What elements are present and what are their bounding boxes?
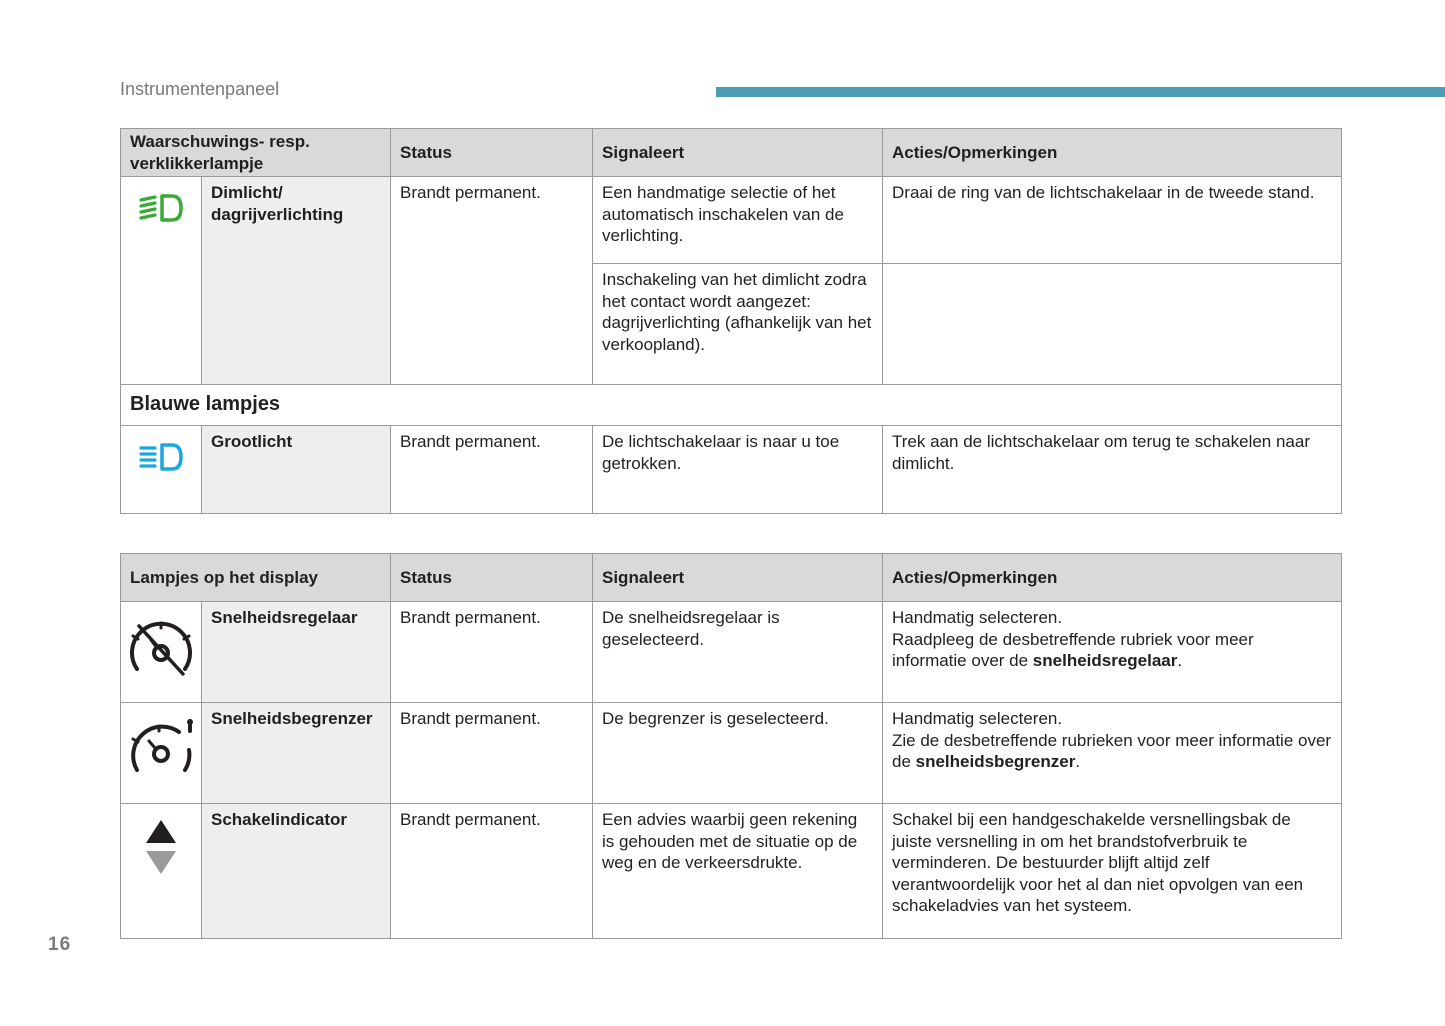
lamp-status: Brandt permanent. [391, 426, 593, 514]
action-bold-term: snelheidsbegrenzer [915, 752, 1076, 771]
header-actions: Acties/Opmerkingen [883, 554, 1342, 602]
table-row [121, 177, 1342, 264]
lamp-action [883, 602, 1342, 703]
table-row [121, 426, 1342, 514]
lamp-status: Brandt permanent. [391, 177, 593, 385]
lamp-signal: Een handmatige selectie of het automatisch inschakelen van de verlichting. [593, 177, 883, 264]
table-header-row [121, 129, 1342, 177]
page-number: 16 [48, 934, 72, 955]
lamp-action: Schakel bij een handgeschakelde versnellingsbak de juiste versnelling in om het brandstofverbruik te verminderen. De bestuurder blijft altijd zelf verantwoordelijk voor het al dan niet opvolgen van een schakeladvies van het systeem. [883, 804, 1342, 939]
action-bold-term: snelheidsregelaar [1032, 651, 1178, 670]
lamp-signal: Een advies waarbij geen rekening is gehouden met de situatie op de weg en de verkeersdrukte. [593, 804, 883, 939]
lamp-signal: De begrenzer is geselecteerd. [593, 703, 883, 804]
cruise-control-icon [127, 616, 195, 678]
table-row [121, 703, 1342, 804]
action-line: Handmatig selecteren. [892, 608, 1063, 627]
lamp-status: Brandt permanent. [391, 602, 593, 703]
gear-shift-indicator-icon [143, 818, 179, 878]
lamp-status: Brandt permanent. [391, 703, 593, 804]
display-lamps-table [120, 553, 1342, 939]
lamp-action: Draai de ring van de lichtschakelaar in de tweede stand. [883, 177, 1342, 264]
dipped-beam-icon [137, 191, 185, 225]
action-line: Handmatig selecteren. [892, 709, 1063, 728]
header-status: Status [391, 129, 593, 177]
header-status: Status [391, 554, 593, 602]
lamp-signal: Inschakeling van het dimlicht zodra het contact wordt aangezet: dagrijverlichting (afhankelijk van het verkoopland). [593, 264, 883, 385]
group-row [121, 385, 1342, 426]
header-lamp: Waarschuwings- resp. verklikkerlampje [121, 129, 391, 177]
speed-limiter-icon [127, 717, 195, 779]
lamp-name: Schakelindicator [202, 804, 391, 939]
lamp-action: Trek aan de lichtschakelaar om terug te schakelen naar dimlicht. [883, 426, 1342, 514]
lamp-icon-cell [121, 177, 202, 385]
action-end: . [1075, 752, 1081, 771]
lamp-icon-cell [121, 602, 202, 703]
action-line: Zie de desbetreffende rubrieken voor meer informatie over de [892, 730, 1332, 771]
lamp-name: Dimlicht/ dagrijverlichting [202, 177, 391, 385]
table-row [121, 602, 1342, 703]
header-signal: Signaleert [593, 554, 883, 602]
main-beam-icon [137, 440, 185, 474]
lamp-name: Snelheidsbegrenzer [202, 703, 391, 804]
table-header-row [121, 554, 1342, 602]
warning-lamps-table [120, 128, 1342, 514]
lamp-name: Snelheidsregelaar [202, 602, 391, 703]
lamp-signal: De snelheidsregelaar is geselecteerd. [593, 602, 883, 703]
header-signal: Signaleert [593, 129, 883, 177]
lamp-icon-cell [121, 703, 202, 804]
lamp-name: Grootlicht [202, 426, 391, 514]
header-actions: Acties/Opmerkingen [883, 129, 1342, 177]
header-lamp: Lampjes op het display [121, 554, 391, 602]
action-line: Raadpleeg de desbetreffende rubriek voor meer informatie over de [892, 629, 1254, 670]
group-title: Blauwe lampjes [121, 385, 1342, 426]
action-end: . [1177, 651, 1183, 670]
lamp-signal: De lichtschakelaar is naar u toe getrokken. [593, 426, 883, 514]
lamp-action [883, 264, 1342, 385]
lamp-icon-cell [121, 804, 202, 939]
lamp-action [883, 703, 1342, 804]
lamp-status: Brandt permanent. [391, 804, 593, 939]
lamp-icon-cell [121, 426, 202, 514]
section-title: Instrumentenpaneel [120, 79, 280, 99]
table-row [121, 804, 1342, 939]
header-accent-bar [716, 87, 1445, 97]
